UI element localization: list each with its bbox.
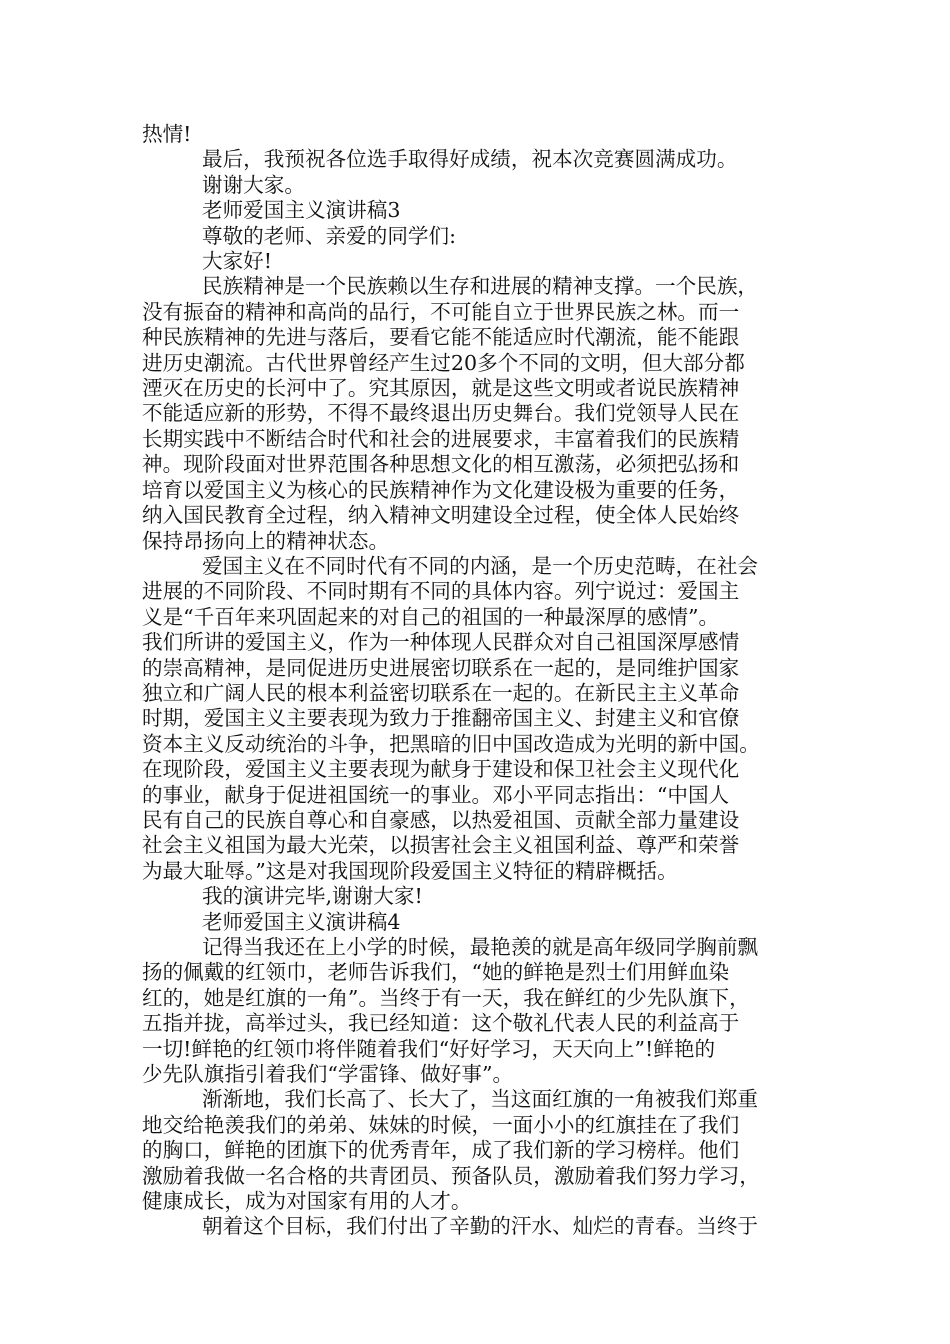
text-line: 时期，爱国主义主要表现为致力于推翻帝国主义、封建主义和官僚 (142, 706, 740, 731)
text-line: 地交给艳羡我们的弟弟、妹妹的时候，一面小小的红旗挂在了我们 (142, 1112, 740, 1137)
document-page (142, 122, 822, 1240)
text-line: 种民族精神的先进与落后，要看它能不能适应时代潮流，能不能跟 (142, 325, 740, 350)
text-line: 扬的佩戴的红领巾，老师告诉我们，“她的鲜艳是烈士们用鲜血染 (142, 960, 730, 985)
text-line: 独立和广阔人民的根本利益密切联系在一起的。在新民主主义革命 (142, 680, 740, 705)
text-line: 红的，她是红旗的一角”。当终于有一天，我在鲜红的少先队旗下， (142, 985, 750, 1010)
text-line: 老师爱国主义演讲稿4 (202, 909, 401, 934)
text-line: 社会主义祖国为最大光荣，以损害社会主义祖国利益、尊严和荣誉 (142, 833, 740, 858)
text-line: 尊敬的老师、亲爱的同学们: (202, 223, 457, 248)
text-line: 保持昂扬向上的精神状态。 (142, 528, 390, 553)
text-line: 民有自己的民族自尊心和自豪感，以热爱祖国、贡献全部力量建设 (142, 807, 740, 832)
text-line: 湮灭在历史的长河中了。究其原因，就是这些文明或者说民族精神 (142, 376, 740, 401)
text-line: 的胸口，鲜艳的团旗下的优秀青年，成了我们新的学习榜样。他们 (142, 1138, 740, 1163)
text-line: 长期实践中不断结合时代和社会的进展要求，丰富着我们的民族精 (142, 426, 740, 451)
text-line: 热情! (142, 122, 192, 146)
text-line: 资本主义反动统治的斗争，把黑暗的旧中国改造成为光明的新中国。 (142, 731, 760, 756)
text-line: 记得当我还在上小学的时候，最艳羡的就是高年级同学胸前飘 (202, 935, 759, 959)
text-line: 进展的不同阶段、不同时期有不同的具体内容。列宁说过：爱国主 (142, 579, 740, 604)
text-line: 少先队旗指引着我们“学雷锋、做好事”。 (142, 1062, 514, 1087)
text-line: 民族精神是一个民族赖以生存和进展的精神支撑。一个民族， (202, 274, 759, 299)
text-line: 不能适应新的形势，不得不最终退出历史舞台。我们党领导人民在 (142, 401, 740, 426)
text-line: 大家好! (202, 249, 273, 274)
text-line: 爱国主义在不同时代有不同的内涵，是一个历史范畴，在社会 (202, 553, 759, 578)
text-line: 进历史潮流。古代世界曾经产生过20多个不同的文明，但大部分都 (142, 350, 745, 375)
text-line: 健康成长，成为对国家有用的人才。 (142, 1189, 472, 1214)
text-line: 朝着这个目标，我们付出了辛勤的汗水、灿烂的青春。当终于 (202, 1214, 759, 1239)
text-line: 没有振奋的精神和高尚的品行，不可能自立于世界民族之林。而一 (142, 299, 740, 324)
text-line: 老师爱国主义演讲稿3 (202, 198, 401, 223)
text-line: 激励着我做一名合格的共青团员、预备队员，激励着我们努力学习， (142, 1163, 760, 1188)
text-line: 五指并拢，高举过头，我已经知道：这个敬礼代表人民的利益高于 (142, 1011, 740, 1036)
text-line: 培育以爱国主义为核心的民族精神作为文化建设极为重要的任务， (142, 477, 740, 502)
text-line: 为最大耻辱。”这是对我国现阶段爱国主义特征的精辟概括。 (142, 858, 678, 883)
text-line: 神。现阶段面对世界范围各种思想文化的相互激荡，必须把弘扬和 (142, 452, 740, 477)
text-line: 最后，我预祝各位选手取得好成绩，祝本次竞赛圆满成功。 (202, 147, 738, 172)
text-line: 纳入国民教育全过程，纳入精神文明建设全过程，使全体人民始终 (142, 503, 740, 528)
text-line: 我们所讲的爱国主义，作为一种体现人民群众对自己祖国深厚感情 (142, 630, 740, 655)
text-line: 渐渐地，我们长高了、长大了，当这面红旗的一角被我们郑重 (202, 1087, 759, 1112)
text-line: 义是“千百年来巩固起来的对自己的祖国的一种最深厚的感情”。 (142, 604, 720, 629)
text-line: 的事业，献身于促进祖国统一的事业。邓小平同志指出：“中国人 (142, 782, 730, 807)
text-line: 的崇高精神，是同促进历史进展密切联系在一起的，是同维护国家 (142, 655, 740, 680)
text-line: 谢谢大家。 (202, 172, 305, 197)
text-line: 我的演讲完毕,谢谢大家! (202, 884, 423, 909)
text-line: 一切!鲜艳的红领巾将伴随着我们“好好学习，天天向上”!鲜艳的 (142, 1036, 716, 1061)
text-line: 在现阶段，爱国主义主要表现为献身于建设和保卫社会主义现代化 (142, 757, 740, 782)
